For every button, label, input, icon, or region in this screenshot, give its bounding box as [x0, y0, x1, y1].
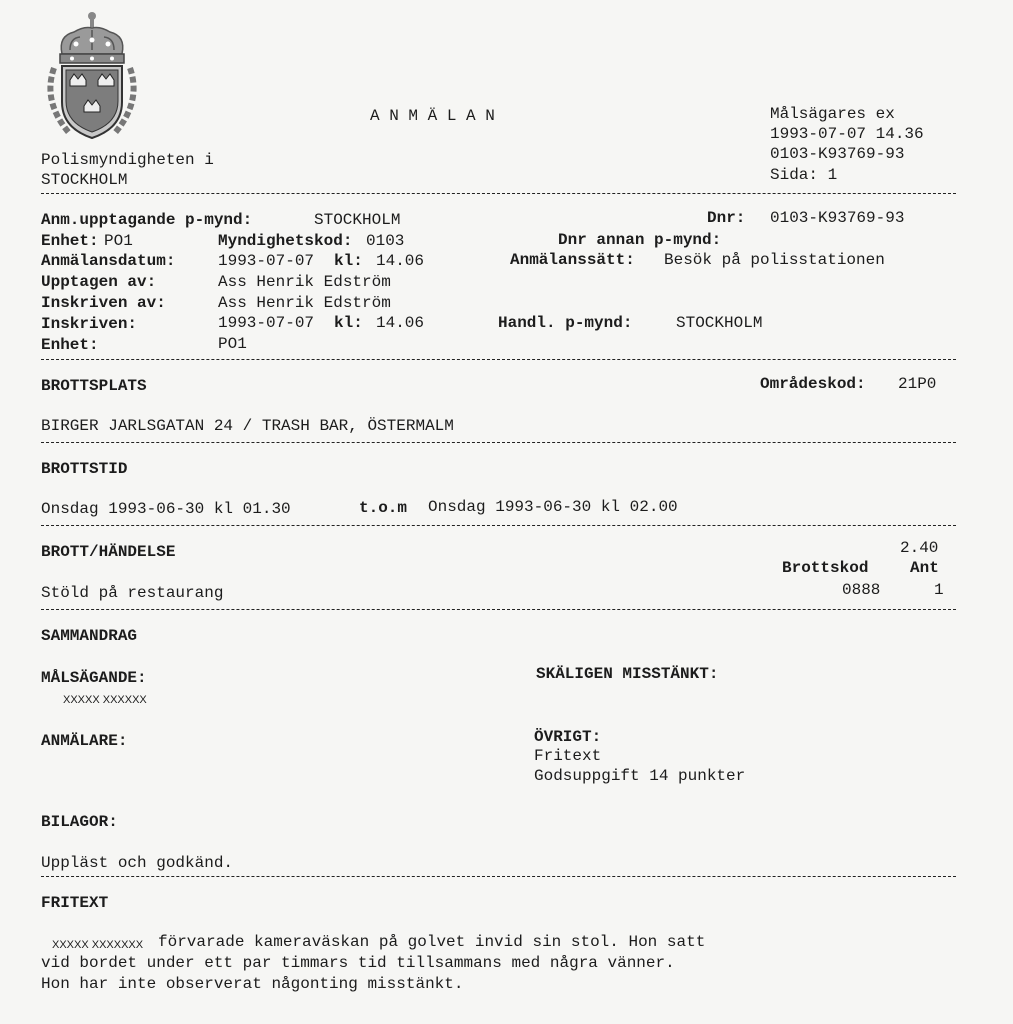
- inskriven-av-label: Inskriven av:: [41, 294, 166, 312]
- skaligen-label: SKÄLIGEN MISSTÄNKT:: [536, 665, 719, 683]
- divider: [41, 525, 956, 526]
- anmalansdatum-value: 1993-07-07: [218, 252, 315, 270]
- authority-line1: Polismyndigheten i: [41, 151, 214, 169]
- myndighetskod-label: Myndighetskod:: [218, 232, 353, 250]
- brottstid-to: Onsdag 1993-06-30 kl 02.00: [428, 498, 678, 516]
- omradeskod-value: 21P0: [898, 375, 937, 393]
- anm-label: Anm.upptagande p-mynd:: [41, 211, 253, 229]
- ant-label: Ant: [910, 559, 939, 577]
- ovrigt-label: ÖVRIGT:: [534, 728, 602, 746]
- enhet-label: Enhet:: [41, 232, 99, 250]
- brottstid-from: Onsdag 1993-06-30 kl 01.30: [41, 500, 291, 518]
- dnr-label: Dnr:: [707, 209, 746, 227]
- report-reference: 0103-K93769-93: [770, 145, 905, 163]
- dnr-annan-label: Dnr annan p-mynd:: [558, 231, 722, 249]
- document-title: A N M Ä L A N: [370, 107, 495, 125]
- divider: [41, 359, 956, 360]
- ovrigt-line2: Godsuppgift 14 punkter: [534, 767, 746, 785]
- fritext-line2: vid bordet under ett par timmars tid tillsammans med några vänner.: [41, 954, 675, 972]
- brottsplats-heading: BROTTSPLATS: [41, 377, 147, 395]
- brott-heading: BROTT/HÄNDELSE: [41, 543, 176, 561]
- anmalanssatt-value: Besök på polisstationen: [664, 251, 885, 269]
- brottsplats-address: BIRGER JARLSGATAN 24 / TRASH BAR, ÖSTERMALM: [41, 417, 454, 435]
- bilagor-heading: BILAGOR:: [41, 813, 118, 831]
- fritext-line1: förvarade kameraväskan på golvet invid sin stol. Hon satt: [158, 933, 706, 951]
- divider: [41, 442, 956, 443]
- page-number: Sida: 1: [770, 166, 838, 184]
- bilagor-text: Uppläst och godkänd.: [41, 854, 234, 872]
- brott-code-top: 2.40: [900, 539, 939, 557]
- inskriven-value: 1993-07-07: [218, 314, 315, 332]
- anmalanssatt-label: Anmälanssätt:: [510, 251, 635, 269]
- divider: [41, 609, 956, 610]
- anmalare-label: ANMÄLARE:: [41, 732, 128, 750]
- fritext-line3: Hon har inte observerat någonting misstänkt.: [41, 975, 464, 993]
- brott-description: Stöld på restaurang: [41, 584, 224, 602]
- upptagen-label: Upptagen av:: [41, 273, 157, 291]
- ant-value: 1: [934, 581, 944, 599]
- sammandrag-heading: SAMMANDRAG: [41, 627, 138, 645]
- anmalansdatum-label: Anmälansdatum:: [41, 252, 176, 270]
- brottskod-label: Brottskod: [782, 559, 869, 577]
- inskriven-kl-label: kl:: [334, 314, 363, 332]
- authority-line2: STOCKHOLM: [41, 171, 128, 189]
- brottstid-heading: BROTTSTID: [41, 460, 128, 478]
- malsagande-label: MÅLSÄGANDE:: [41, 669, 147, 687]
- omradeskod-label: Områdeskod:: [760, 375, 866, 393]
- fritext-name-redacted: XXXXX XXXXXXX: [52, 939, 144, 951]
- anmalansdatum-kl-label: kl:: [334, 252, 363, 270]
- anm-value: STOCKHOLM: [314, 211, 401, 229]
- handl-value: STOCKHOLM: [676, 314, 763, 332]
- divider: [41, 876, 956, 877]
- handl-label: Handl. p-mynd:: [498, 314, 633, 332]
- brottskod-value: 0888: [842, 581, 881, 599]
- inskriven-av-value: Ass Henrik Edström: [218, 294, 391, 312]
- report-timestamp: 1993-07-07 14.36: [770, 125, 924, 143]
- myndighetskod-value: 0103: [366, 232, 405, 250]
- divider: [41, 193, 956, 194]
- enhet-value: PO1: [104, 232, 133, 250]
- dnr-value: 0103-K93769-93: [770, 209, 905, 227]
- enhet2-label: Enhet:: [41, 336, 99, 354]
- brottstid-tom: t.o.m: [359, 499, 408, 517]
- fritext-heading: FRITEXT: [41, 894, 109, 912]
- police-coat-of-arms-icon: [40, 10, 144, 142]
- enhet2-value: PO1: [218, 335, 247, 353]
- anmalansdatum-time: 14.06: [376, 252, 425, 270]
- inskriven-time: 14.06: [376, 314, 425, 332]
- inskriven-label: Inskriven:: [41, 315, 138, 333]
- malsagande-value: XXXXX XXXXXX: [63, 694, 147, 706]
- copy-label: Målsägares ex: [770, 105, 895, 123]
- ovrigt-line1: Fritext: [534, 747, 602, 765]
- upptagen-value: Ass Henrik Edström: [218, 273, 391, 291]
